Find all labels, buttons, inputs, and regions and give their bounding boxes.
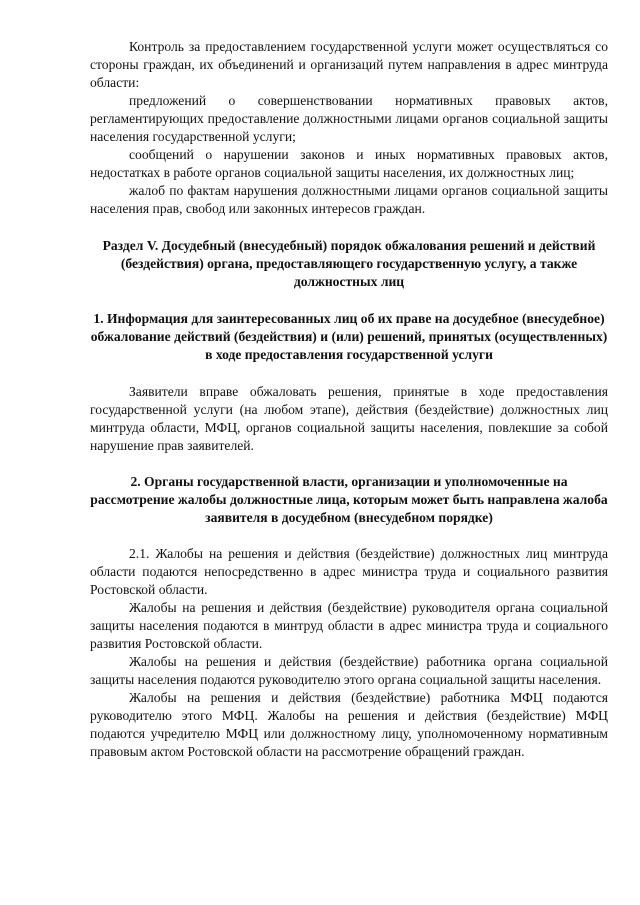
- paragraph-head-complaints: Жалобы на решения и действия (бездействие) руководителя органа социальной защиты населения подаются в минтруд области в адрес министра труда и социального развития Ростовской области.: [90, 600, 608, 651]
- paragraph-appeal-right: Заявители вправе обжаловать решения, принятые в ходе предоставления государственной услуги (на любом этапе), действия (бездействие) должностных лиц минтруда области, МФЦ, органов социальной защиты населения, повлекшие за собой нарушение прав заявителей.: [90, 384, 608, 453]
- subsection-2-heading: 2. Органы государственной власти, организации и уполномоченные на рассмотрение жалобы должностные лица, которым может быть направлена жалоба заявителя в досудебном (внесудебном порядке): [90, 474, 608, 525]
- document-page: [90, 38, 608, 761]
- paragraph-2-1: 2.1. Жалобы на решения и действия (бездействие) должностных лиц минтруда области подаются непосредственно в адрес министра труда и социального развития Ростовской области.: [90, 546, 608, 597]
- subsection-1-heading: 1. Информация для заинтересованных лиц об их праве на досудебное (внесудебное) обжалование действий (бездействия) и (или) решений, принятых (осуществленных) в ходе предоставления государственной услуги: [90, 311, 608, 362]
- paragraph-proposals: предложений о совершенствовании нормативных правовых актов, регламентирующих предоставление должностными лицами органов социальной защиты населения государственной услуги;: [90, 93, 608, 144]
- paragraph-complaints: жалоб по фактам нарушения должностными лицами органов социальной защиты населения прав, свобод или законных интересов граждан.: [90, 183, 608, 216]
- paragraph-reports: сообщений о нарушении законов и иных нормативных правовых актов, недостатках в работе органов социальной защиты населения, их должностных лиц;: [90, 147, 608, 180]
- paragraph-control-intro: Контроль за предоставлением государственной услуги может осуществляться со стороны граждан, их объединений и организаций путем направления в адрес минтруда области:: [90, 39, 608, 90]
- paragraph-employee-complaints: Жалобы на решения и действия (бездействие) работника органа социальной защиты населения подаются руководителю этого органа социальной защиты населения.: [90, 654, 608, 687]
- section-v-heading: Раздел V. Досудебный (внесудебный) порядок обжалования решений и действий (бездействия) органа, предоставляющего государственную услугу, а также должностных лиц: [102, 238, 596, 289]
- paragraph-mfc-complaints: Жалобы на решения и действия (бездействие) работника МФЦ подаются руководителю этого МФЦ. Жалобы на решения и действия (бездействие) МФЦ подаются учредителю МФЦ или должностному лицу, уполномоченному нормативным правовым актом Ростовской области на рассмотрение обращений граждан.: [90, 690, 608, 759]
